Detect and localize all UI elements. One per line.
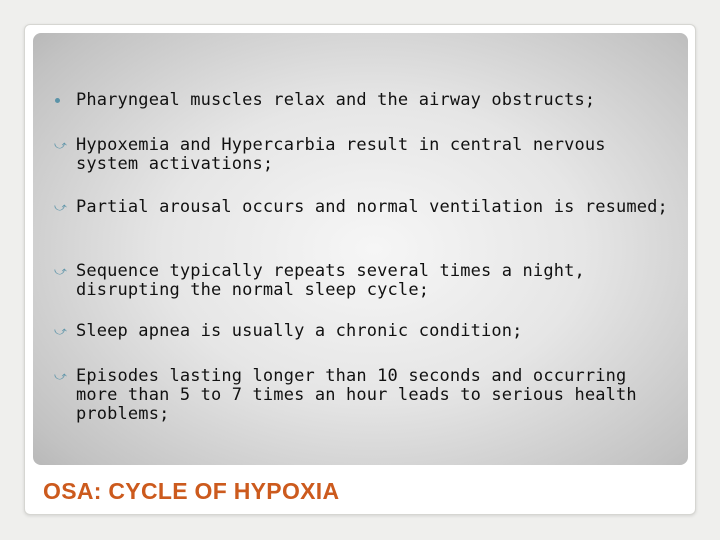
slide-title: OSA: CYCLE OF HYPOXIA bbox=[43, 478, 340, 504]
curved-arrow-bullet-icon: ⤻ bbox=[54, 369, 67, 383]
bullet-item bbox=[54, 198, 674, 217]
bullet-item bbox=[54, 136, 674, 174]
bullet-text: Pharyngeal muscles relax and the airway obstructs; bbox=[76, 90, 596, 110]
curved-arrow-bullet-icon: ⤻ bbox=[54, 324, 67, 338]
bullet-item bbox=[54, 367, 674, 424]
curved-arrow-bullet-icon: ⤻ bbox=[54, 138, 67, 152]
bullet-text: Sequence typically repeats several times a night, disrupting the normal sleep cycle; bbox=[76, 261, 585, 300]
curved-arrow-bullet-icon: ⤻ bbox=[54, 264, 67, 278]
curved-arrow-bullet-icon: ⤻ bbox=[54, 200, 67, 214]
bullet-text: Episodes lasting longer than 10 seconds and occurring more than 5 to 7 times an hour leads to serious health problems; bbox=[76, 366, 637, 424]
bullet-text: Hypoxemia and Hypercarbia result in central nervous system activations; bbox=[76, 135, 606, 174]
bullet-item bbox=[54, 322, 674, 341]
bullet-dot-icon bbox=[55, 98, 60, 103]
bullet-item bbox=[54, 91, 674, 110]
bullet-text: Sleep apnea is usually a chronic condition; bbox=[76, 321, 523, 341]
bullet-text: Partial arousal occurs and normal ventilation is resumed; bbox=[76, 197, 668, 217]
bullet-item bbox=[54, 262, 674, 300]
